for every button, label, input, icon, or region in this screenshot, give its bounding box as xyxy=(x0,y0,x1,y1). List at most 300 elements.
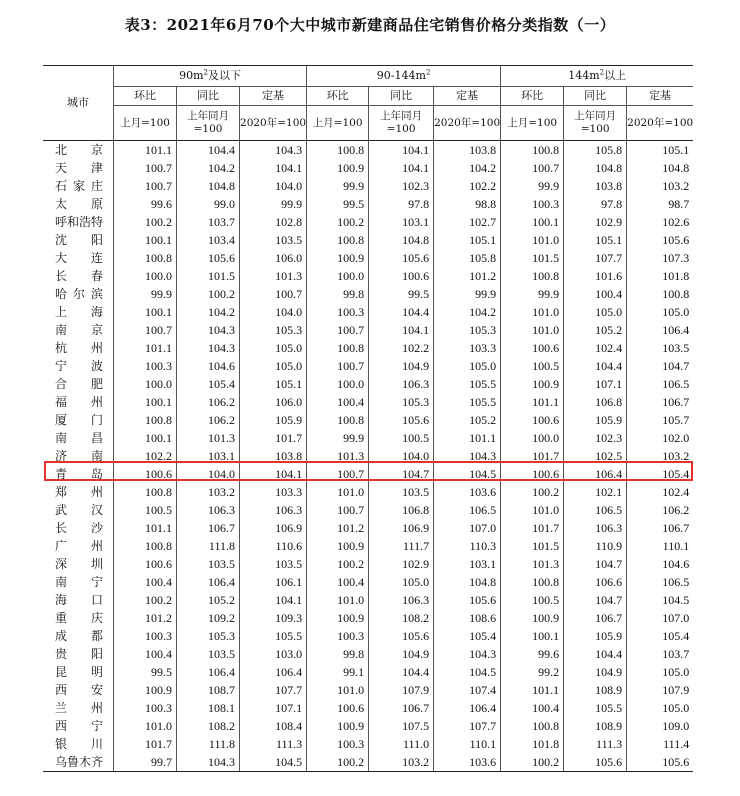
index-value: 101.3 xyxy=(501,555,564,573)
index-value: 106.5 xyxy=(434,501,501,519)
index-value: 99.8 xyxy=(307,645,369,663)
index-value: 101.2 xyxy=(307,519,369,537)
index-value: 105.4 xyxy=(627,465,694,483)
index-value: 101.8 xyxy=(627,267,694,285)
index-value: 105.9 xyxy=(564,411,627,429)
index-value: 104.9 xyxy=(369,645,434,663)
index-value: 101.3 xyxy=(240,267,307,285)
index-value: 104.3 xyxy=(434,645,501,663)
index-value: 101.7 xyxy=(240,429,307,447)
index-value: 104.0 xyxy=(177,465,240,483)
index-value: 103.6 xyxy=(434,753,501,772)
index-value: 108.2 xyxy=(177,717,240,735)
index-value: 100.0 xyxy=(307,375,369,393)
table-row xyxy=(43,537,693,555)
index-value: 111.4 xyxy=(627,735,694,753)
index-value: 108.6 xyxy=(434,609,501,627)
index-value: 105.0 xyxy=(627,303,694,321)
index-value: 107.0 xyxy=(434,519,501,537)
index-value: 105.6 xyxy=(627,753,694,772)
index-value: 106.4 xyxy=(177,573,240,591)
index-value: 106.5 xyxy=(564,501,627,519)
index-value: 100.0 xyxy=(501,429,564,447)
index-value: 102.3 xyxy=(369,177,434,195)
index-value: 100.3 xyxy=(114,627,177,645)
index-value: 105.2 xyxy=(564,321,627,339)
index-value: 105.5 xyxy=(434,375,501,393)
index-value: 100.5 xyxy=(501,357,564,375)
index-value: 100.6 xyxy=(307,699,369,717)
index-value: 106.5 xyxy=(627,573,694,591)
index-value: 105.1 xyxy=(627,141,694,160)
index-value: 100.8 xyxy=(114,483,177,501)
index-value: 101.0 xyxy=(501,231,564,249)
index-value: 100.9 xyxy=(307,717,369,735)
index-value: 106.4 xyxy=(240,663,307,681)
table-row xyxy=(43,681,693,699)
table-row xyxy=(43,447,693,465)
index-value: 100.4 xyxy=(307,393,369,411)
index-value: 100.4 xyxy=(307,573,369,591)
index-value: 107.7 xyxy=(564,249,627,267)
index-value: 108.2 xyxy=(369,609,434,627)
index-value: 104.5 xyxy=(434,663,501,681)
table-row xyxy=(43,195,693,213)
index-value: 103.8 xyxy=(564,177,627,195)
index-value: 103.5 xyxy=(240,231,307,249)
table-row xyxy=(43,591,693,609)
index-value: 105.0 xyxy=(627,663,694,681)
index-value: 102.9 xyxy=(564,213,627,231)
index-value: 99.6 xyxy=(114,195,177,213)
size-group-superscript: 2 xyxy=(203,68,208,77)
index-value: 104.6 xyxy=(177,357,240,375)
size-group-label: 90-144m xyxy=(376,69,426,82)
index-value: 104.1 xyxy=(240,465,307,483)
index-value: 103.7 xyxy=(627,645,694,663)
index-value: 101.3 xyxy=(307,447,369,465)
city-name: 海口 xyxy=(43,591,114,609)
city-name: 太原 xyxy=(43,195,114,213)
city-name: 乌鲁木齐 xyxy=(43,753,114,772)
index-value: 106.8 xyxy=(564,393,627,411)
metric-header: 环比 xyxy=(307,87,369,106)
index-value: 99.0 xyxy=(177,195,240,213)
index-value: 105.6 xyxy=(369,411,434,429)
index-value: 99.9 xyxy=(307,429,369,447)
index-value: 105.4 xyxy=(434,627,501,645)
table-row xyxy=(43,267,693,285)
city-name: 杭州 xyxy=(43,339,114,357)
index-value: 101.2 xyxy=(114,609,177,627)
index-value: 101.1 xyxy=(114,141,177,160)
index-value: 104.2 xyxy=(434,303,501,321)
city-name: 合肥 xyxy=(43,375,114,393)
city-name: 石家庄 xyxy=(43,177,114,195)
table-row xyxy=(43,429,693,447)
index-value: 100.2 xyxy=(307,555,369,573)
index-value: 99.7 xyxy=(114,753,177,772)
index-value: 99.9 xyxy=(434,285,501,303)
index-value: 105.6 xyxy=(434,591,501,609)
index-value: 100.1 xyxy=(114,231,177,249)
index-value: 104.8 xyxy=(564,159,627,177)
index-value: 108.9 xyxy=(564,717,627,735)
city-name: 青岛 xyxy=(43,465,114,483)
base-header: 2020年=100 xyxy=(240,106,307,141)
index-value: 103.5 xyxy=(240,555,307,573)
index-value: 106.3 xyxy=(177,501,240,519)
index-value: 103.5 xyxy=(627,339,694,357)
index-value: 100.9 xyxy=(501,609,564,627)
index-value: 100.8 xyxy=(501,141,564,160)
index-value: 104.9 xyxy=(564,663,627,681)
index-value: 106.9 xyxy=(369,519,434,537)
index-value: 99.6 xyxy=(501,645,564,663)
index-value: 100.6 xyxy=(501,411,564,429)
table-row xyxy=(43,285,693,303)
index-value: 106.7 xyxy=(369,699,434,717)
base-header: 上月=100 xyxy=(307,106,369,141)
index-value: 107.5 xyxy=(369,717,434,735)
price-index-table xyxy=(43,65,693,772)
index-value: 109.0 xyxy=(627,717,694,735)
index-value: 104.7 xyxy=(564,591,627,609)
index-value: 105.6 xyxy=(564,753,627,772)
index-value: 105.6 xyxy=(177,249,240,267)
index-value: 106.6 xyxy=(564,573,627,591)
city-name: 厦门 xyxy=(43,411,114,429)
index-value: 100.9 xyxy=(501,375,564,393)
index-value: 100.9 xyxy=(307,159,369,177)
index-value: 105.9 xyxy=(240,411,307,429)
city-name: 福州 xyxy=(43,393,114,411)
index-value: 105.0 xyxy=(434,357,501,375)
index-value: 100.9 xyxy=(307,609,369,627)
index-value: 100.5 xyxy=(369,429,434,447)
index-value: 100.8 xyxy=(307,339,369,357)
index-value: 106.7 xyxy=(564,609,627,627)
city-name: 深圳 xyxy=(43,555,114,573)
index-value: 107.7 xyxy=(240,681,307,699)
size-group-superscript: 2 xyxy=(599,68,605,77)
city-name: 西安 xyxy=(43,681,114,699)
index-value: 108.7 xyxy=(177,681,240,699)
city-name: 广州 xyxy=(43,537,114,555)
index-value: 104.4 xyxy=(564,645,627,663)
index-value: 107.0 xyxy=(627,609,694,627)
index-value: 103.3 xyxy=(240,483,307,501)
city-name: 宁波 xyxy=(43,357,114,375)
index-value: 106.0 xyxy=(240,393,307,411)
table-row xyxy=(43,231,693,249)
index-value: 105.0 xyxy=(627,699,694,717)
index-value: 103.1 xyxy=(177,447,240,465)
index-value: 105.2 xyxy=(434,411,501,429)
index-value: 99.1 xyxy=(307,663,369,681)
index-value: 100.3 xyxy=(307,735,369,753)
index-value: 100.2 xyxy=(501,483,564,501)
index-value: 107.3 xyxy=(627,249,694,267)
index-value: 106.1 xyxy=(240,573,307,591)
index-value: 102.2 xyxy=(114,447,177,465)
index-value: 100.6 xyxy=(369,267,434,285)
index-value: 100.8 xyxy=(501,717,564,735)
index-value: 111.8 xyxy=(177,735,240,753)
index-value: 100.7 xyxy=(114,159,177,177)
index-value: 104.0 xyxy=(240,177,307,195)
index-value: 100.1 xyxy=(114,393,177,411)
table-row xyxy=(43,375,693,393)
index-value: 104.1 xyxy=(369,159,434,177)
size-group-suffix: 及以下 xyxy=(208,69,241,82)
index-value: 100.8 xyxy=(114,537,177,555)
table-row xyxy=(43,609,693,627)
index-value: 105.8 xyxy=(434,249,501,267)
index-value: 111.7 xyxy=(369,537,434,555)
index-value: 105.5 xyxy=(240,627,307,645)
index-value: 99.9 xyxy=(501,177,564,195)
index-value: 105.0 xyxy=(369,573,434,591)
size-group-label: 90m xyxy=(179,69,204,82)
city-name: 上海 xyxy=(43,303,114,321)
index-value: 108.1 xyxy=(177,699,240,717)
index-value: 104.0 xyxy=(240,303,307,321)
index-value: 104.8 xyxy=(369,231,434,249)
size-group-header xyxy=(114,66,307,87)
index-value: 100.9 xyxy=(114,681,177,699)
table-row xyxy=(43,735,693,753)
index-value: 100.0 xyxy=(114,267,177,285)
table-row xyxy=(43,717,693,735)
index-value: 101.0 xyxy=(501,501,564,519)
index-value: 103.1 xyxy=(369,213,434,231)
base-header: 上月=100 xyxy=(114,106,177,141)
index-value: 103.4 xyxy=(177,231,240,249)
city-name: 武汉 xyxy=(43,501,114,519)
index-value: 100.2 xyxy=(307,213,369,231)
index-value: 100.7 xyxy=(114,321,177,339)
index-value: 106.2 xyxy=(177,411,240,429)
index-value: 104.3 xyxy=(177,339,240,357)
index-value: 106.3 xyxy=(564,519,627,537)
index-value: 105.3 xyxy=(434,321,501,339)
city-column-header: 城市 xyxy=(43,66,114,141)
index-value: 100.7 xyxy=(307,357,369,375)
index-value: 100.2 xyxy=(501,753,564,772)
index-value: 103.0 xyxy=(240,645,307,663)
index-value: 100.2 xyxy=(307,753,369,772)
index-value: 97.8 xyxy=(369,195,434,213)
size-group-label: 144m xyxy=(568,69,600,82)
index-value: 106.4 xyxy=(177,663,240,681)
index-value: 100.4 xyxy=(114,645,177,663)
table-row xyxy=(43,699,693,717)
index-value: 106.4 xyxy=(564,465,627,483)
index-value: 108.4 xyxy=(240,717,307,735)
index-value: 104.3 xyxy=(177,321,240,339)
metric-header: 同比 xyxy=(177,87,240,106)
table-row xyxy=(43,303,693,321)
table-row xyxy=(43,573,693,591)
size-group-superscript: 2 xyxy=(425,68,431,77)
index-value: 100.9 xyxy=(307,537,369,555)
index-value: 103.2 xyxy=(627,447,694,465)
city-name: 哈尔滨 xyxy=(43,285,114,303)
index-value: 107.9 xyxy=(627,681,694,699)
index-value: 110.6 xyxy=(240,537,307,555)
index-value: 101.1 xyxy=(114,519,177,537)
index-value: 102.5 xyxy=(564,447,627,465)
index-value: 106.4 xyxy=(434,699,501,717)
index-value: 101.2 xyxy=(434,267,501,285)
index-value: 105.0 xyxy=(564,303,627,321)
index-value: 104.5 xyxy=(434,465,501,483)
index-value: 101.0 xyxy=(114,717,177,735)
index-value: 107.9 xyxy=(369,681,434,699)
index-value: 109.3 xyxy=(240,609,307,627)
index-value: 100.8 xyxy=(307,231,369,249)
city-name: 兰州 xyxy=(43,699,114,717)
city-name: 大连 xyxy=(43,249,114,267)
index-value: 103.5 xyxy=(369,483,434,501)
index-value: 104.5 xyxy=(240,753,307,772)
city-name: 长春 xyxy=(43,267,114,285)
table-row xyxy=(43,645,693,663)
index-value: 104.3 xyxy=(177,753,240,772)
table-row xyxy=(43,141,693,160)
index-value: 100.6 xyxy=(114,555,177,573)
index-value: 102.2 xyxy=(434,177,501,195)
index-value: 105.8 xyxy=(564,141,627,160)
index-value: 97.8 xyxy=(564,195,627,213)
index-value: 104.4 xyxy=(369,663,434,681)
index-value: 103.1 xyxy=(434,555,501,573)
index-value: 106.0 xyxy=(240,249,307,267)
index-value: 106.3 xyxy=(369,375,434,393)
index-value: 110.1 xyxy=(627,537,694,555)
size-group-header xyxy=(501,66,694,87)
index-value: 106.4 xyxy=(627,321,694,339)
index-value: 101.1 xyxy=(501,393,564,411)
index-value: 110.3 xyxy=(434,537,501,555)
index-value: 102.8 xyxy=(240,213,307,231)
index-value: 103.8 xyxy=(240,447,307,465)
city-name: 重庆 xyxy=(43,609,114,627)
city-name: 长沙 xyxy=(43,519,114,537)
index-value: 100.8 xyxy=(627,285,694,303)
index-value: 103.5 xyxy=(177,645,240,663)
index-value: 100.0 xyxy=(307,267,369,285)
metric-header: 同比 xyxy=(564,87,627,106)
index-value: 99.5 xyxy=(114,663,177,681)
index-value: 101.5 xyxy=(177,267,240,285)
table-row xyxy=(43,339,693,357)
index-value: 105.0 xyxy=(240,339,307,357)
city-name: 成都 xyxy=(43,627,114,645)
index-value: 102.2 xyxy=(369,339,434,357)
index-value: 100.1 xyxy=(501,627,564,645)
index-value: 106.9 xyxy=(240,519,307,537)
index-value: 104.7 xyxy=(564,555,627,573)
index-value: 106.2 xyxy=(177,393,240,411)
city-name: 南宁 xyxy=(43,573,114,591)
index-value: 110.9 xyxy=(564,537,627,555)
index-value: 100.8 xyxy=(114,249,177,267)
index-value: 104.0 xyxy=(369,447,434,465)
metric-header: 环比 xyxy=(501,87,564,106)
index-value: 101.6 xyxy=(564,267,627,285)
index-value: 100.2 xyxy=(114,591,177,609)
index-value: 100.7 xyxy=(307,465,369,483)
table-row xyxy=(43,321,693,339)
index-value: 104.5 xyxy=(627,591,694,609)
index-value: 104.2 xyxy=(177,159,240,177)
index-value: 100.1 xyxy=(501,213,564,231)
index-value: 100.8 xyxy=(114,411,177,429)
table-row xyxy=(43,663,693,681)
index-value: 105.1 xyxy=(564,231,627,249)
index-value: 104.4 xyxy=(369,303,434,321)
index-value: 105.4 xyxy=(627,627,694,645)
index-value: 105.6 xyxy=(369,249,434,267)
index-value: 100.6 xyxy=(114,465,177,483)
index-value: 100.7 xyxy=(501,159,564,177)
city-name: 呼和浩特 xyxy=(43,213,114,231)
table-row xyxy=(43,411,693,429)
index-value: 101.1 xyxy=(114,339,177,357)
city-name: 南京 xyxy=(43,321,114,339)
index-value: 104.1 xyxy=(240,591,307,609)
index-value: 101.7 xyxy=(501,447,564,465)
index-value: 100.3 xyxy=(307,627,369,645)
index-value: 102.9 xyxy=(369,555,434,573)
index-value: 98.7 xyxy=(627,195,694,213)
index-value: 103.6 xyxy=(434,483,501,501)
table-row xyxy=(43,753,693,772)
index-value: 105.4 xyxy=(177,375,240,393)
index-value: 100.6 xyxy=(501,465,564,483)
index-value: 107.1 xyxy=(240,699,307,717)
index-value: 100.3 xyxy=(114,357,177,375)
index-value: 100.8 xyxy=(307,141,369,160)
index-value: 105.3 xyxy=(177,627,240,645)
index-value: 99.9 xyxy=(501,285,564,303)
header-row-metrics xyxy=(43,87,693,106)
index-value: 101.0 xyxy=(307,681,369,699)
index-value: 107.4 xyxy=(434,681,501,699)
table-row xyxy=(43,465,693,483)
index-value: 100.3 xyxy=(307,303,369,321)
table-row xyxy=(43,501,693,519)
index-value: 105.6 xyxy=(627,231,694,249)
index-value: 100.8 xyxy=(501,267,564,285)
index-value: 100.3 xyxy=(114,699,177,717)
index-value: 103.2 xyxy=(177,483,240,501)
index-value: 105.9 xyxy=(564,627,627,645)
index-value: 101.0 xyxy=(307,591,369,609)
index-value: 101.7 xyxy=(114,735,177,753)
index-value: 100.5 xyxy=(501,591,564,609)
city-name: 天津 xyxy=(43,159,114,177)
base-header: 上年同月=100 xyxy=(177,106,240,141)
index-value: 100.8 xyxy=(307,411,369,429)
metric-header: 同比 xyxy=(369,87,434,106)
index-value: 111.0 xyxy=(369,735,434,753)
index-value: 101.1 xyxy=(434,429,501,447)
index-value: 105.3 xyxy=(369,393,434,411)
index-value: 105.6 xyxy=(369,627,434,645)
